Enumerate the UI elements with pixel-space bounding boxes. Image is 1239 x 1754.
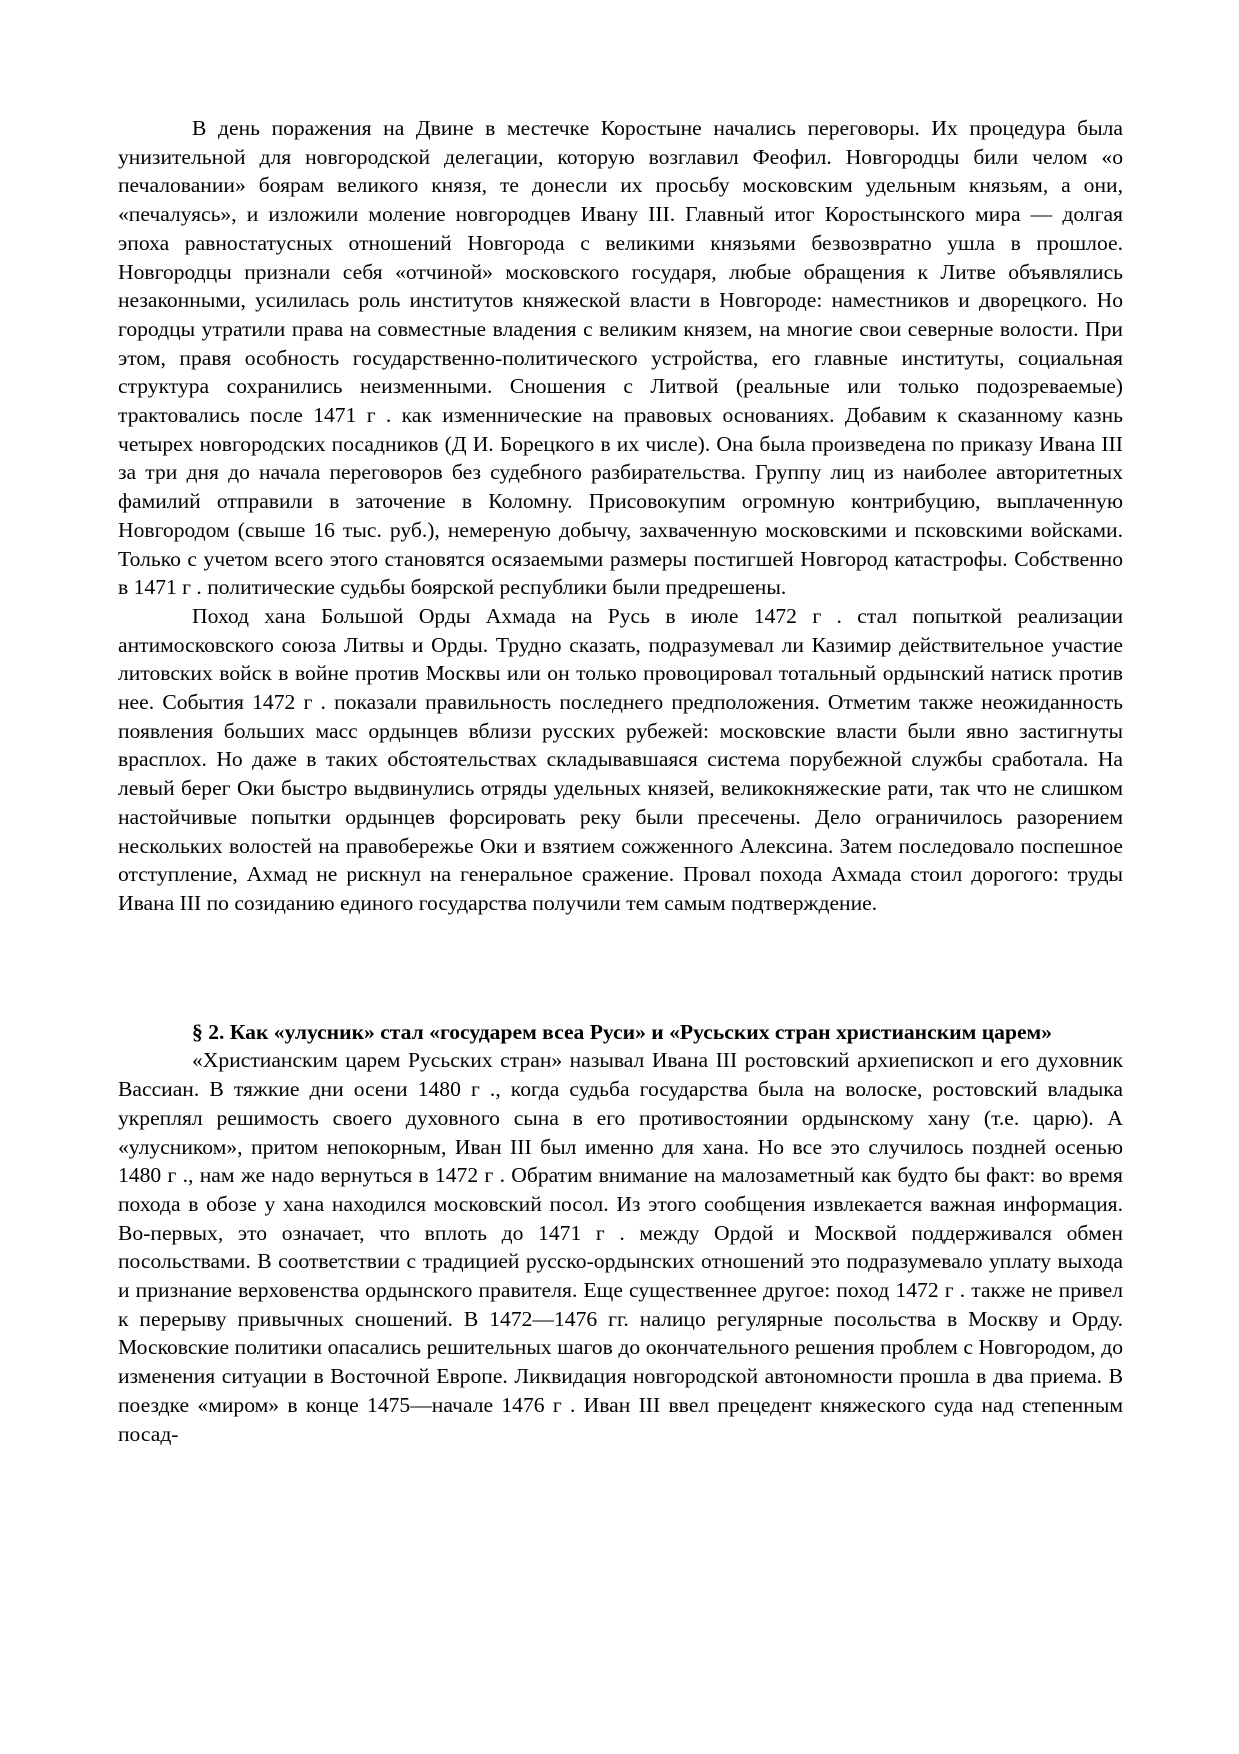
paragraph-korostyn-treaty: В день поражения на Двине в местечке Коростыне начались переговоры. Их процедура была унизительной для новгородской делегации, которую возглавил Феофил. Новгородцы били челом «о печаловании» боярам великого князя, те донесли их просьбу московским удельным князьям, а они, «печалуясь», и изложили моление новгородцев Ивану III. Главный итог Коростынского мира — долгая эпоха равностатусных отношений Новгорода с великими князьями безвозвратно ушла в прошлое. Новгородцы признали себя «отчиной» московского государя, любые обращения к Литве объявлялись незаконными, усилилась роль институтов княжеской власти в Новгороде: наместников и дворецкого. Но городцы утратили права на совместные владения с великим князем, на многие свои северные волости. При этом, правя особность государственно-политического устройства, его главные институты, социальная структура сохранились неизменными. Сношения с Литвой (реальные или только подозреваемые) трактовались после 1471 г . как изменнические на правовых основаниях. Добавим к сказанному казнь четырех новгородских посадников (Д И. Борецкого в их числе). Она была произведена по приказу Ивана III за три дня до начала переговоров без судебного разбирательства. Группу лиц из наиболее авторитетных фамилий отправили в заточение в Коломну. Присовокупим огромную контрибуцию, выплаченную Новгородом (свыше 16 тыс. руб.), немереную добычу, захваченную московскими и псковскими войсками. Только с учетом всего этого становятся осязаемыми размеры постигшей Новгород катастрофы. Собственно в 1471 г . политические судьбы боярской республики были предрешены. xyxy=(118,116,1123,600)
section-heading: § 2. Как «улусник» стал «государем всеа Руси» и «Русьских стран христианским царем» xyxy=(192,1019,1053,1044)
section-spacer xyxy=(118,918,1123,1018)
paragraph-christian-tsar: «Христианским царем Русьских стран» называл Ивана III ростовский архиепископ и его духовник Вассиан. В тяжкие дни осени 1480 г ., когда судьба государства была на волоске, ростовский владыка укреплял решимость своего духовного сына в его противостоянии ордынскому хану (т.е. царю). А «улусником», притом непокорным, Иван III был именно для хана. Но все это случилось поздней осенью 1480 г ., нам же надо вернуться в 1472 г . Обратим внимание на малозаметный как будто бы факт: во время похода в обозе у хана находился московский посол. Из этого сообщения извлекается важная информация. Во-первых, это означает, что вплоть до 1471 г . между Ордой и Москвой поддерживался обмен посольствами. В соответствии с традицией русско-ордынских отношений это подразумевало уплату выхода и признание верховенства ордынского правителя. Еще существеннее другое: поход 1472 г . также не привел к перерыву привычных сношений. В 1472—1476 гг. налицо регулярные посольства в Москву и Орду. Московские политики опасались решительных шагов до окончательного решения проблем с Новгородом, до изменения ситуации в Восточной Европе. Ликвидация новгородской автономности прошла в два приема. В поездке «миром» в конце 1475—начале 1476 г . Иван III ввел прецедент княжеского суда над степенным посад- xyxy=(118,1048,1123,1446)
document-page xyxy=(118,114,1123,1448)
paragraph-akhmad-campaign: Поход хана Большой Орды Ахмада на Русь в июле 1472 г . стал попыткой реализации антимосковского союза Литвы и Орды. Трудно сказать, подразумевал ли Казимир действительное участие литовских войск в войне против Москвы или он только провоцировал тотальный ордынский натиск против нее. События 1472 г . показали правильность последнего предположения. Отметим также неожиданность появления больших масс ордынцев вблизи русских рубежей: московские власти были явно застигнуты врасплох. Но даже в таких обстоятельствах складывавшаяся система порубежной службы сработала. На левый берег Оки быстро выдвинулись отряды удельных князей, великокняжеские рати, так что не слишком настойчивые попытки ордынцев форсировать реку были пресечены. Дело ограничилось разорением нескольких волостей на правобережье Оки и взятием сожженного Алексина. Затем последовало поспешное отступление, Ахмад не рискнул на генеральное сражение. Провал похода Ахмада стоил дорогого: труды Ивана III по созиданию единого государства получили тем самым подтверждение. xyxy=(118,603,1123,915)
